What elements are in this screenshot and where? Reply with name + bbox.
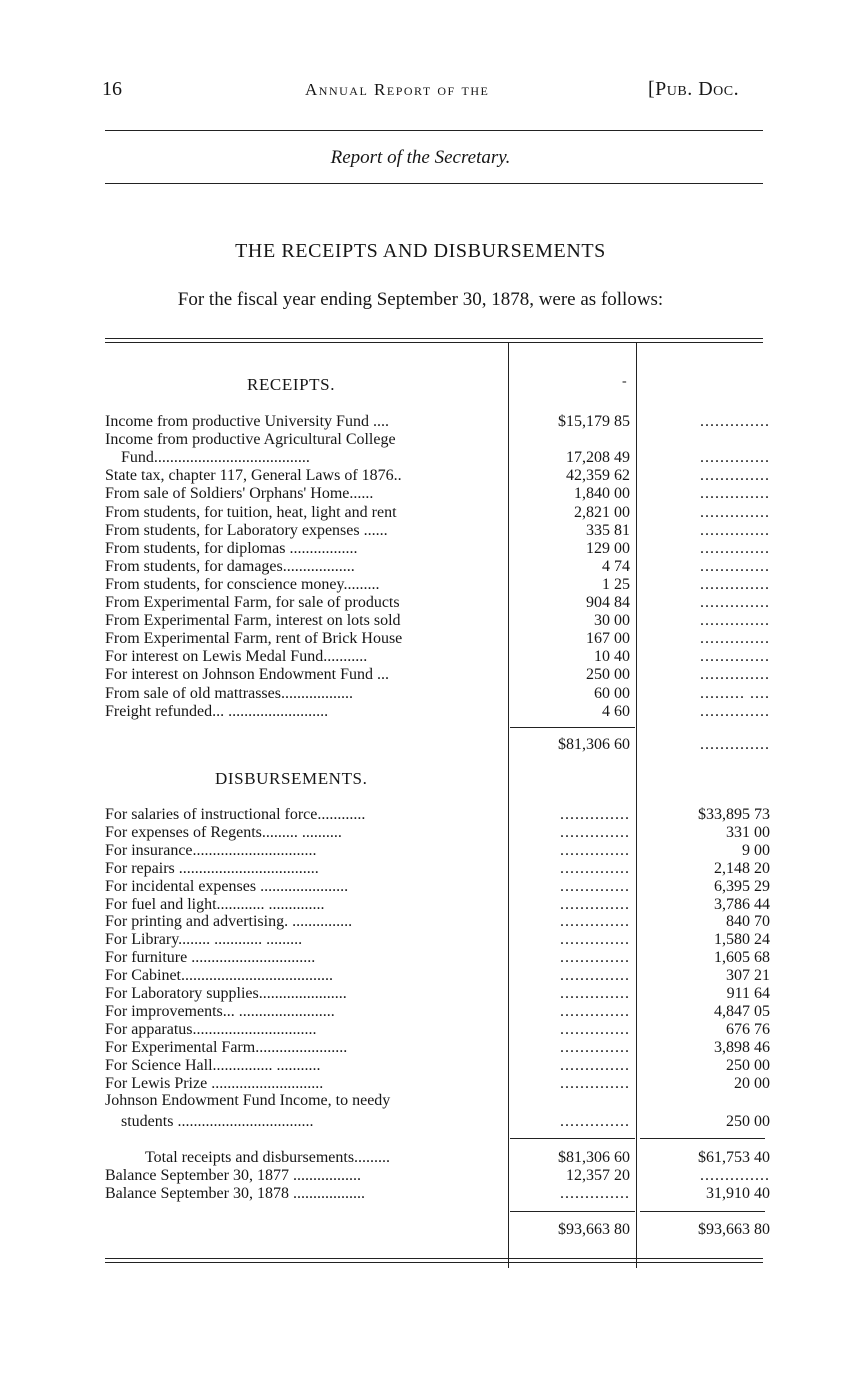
- disbursement-col2: 840 70: [726, 913, 770, 930]
- receipt-row: [105, 558, 770, 576]
- grand-total-row: [105, 1221, 770, 1239]
- receipt-row: [105, 449, 770, 467]
- receipt-label: From Experimental Farm, interest on lots sold: [105, 612, 401, 629]
- disbursement-row: [105, 860, 770, 878]
- receipt-col1: $15,179 85: [558, 413, 630, 430]
- disbursement-label: For Experimental Farm.......................: [105, 1039, 348, 1056]
- disbursement-col1: ..............: [560, 824, 630, 841]
- receipt-col1: 1,840 00: [574, 485, 630, 502]
- totals-row: [105, 1149, 770, 1167]
- totals-col2: 31,910 40: [706, 1185, 770, 1202]
- receipt-col1: 904 84: [586, 594, 630, 611]
- header-rule-top: [105, 130, 763, 131]
- receipt-col2: ......... ....: [700, 685, 770, 702]
- receipt-col2: ..............: [700, 612, 770, 629]
- disbursement-row: [105, 1092, 770, 1110]
- disbursement-col1: ..............: [560, 1003, 630, 1020]
- disbursement-col2: 20 00: [734, 1075, 770, 1092]
- receipt-label: From Experimental Farm, rent of Brick House: [105, 630, 403, 647]
- receipt-label: From Experimental Farm, for sale of products: [105, 594, 400, 611]
- disbursement-col1: ..............: [560, 896, 630, 913]
- disbursement-row: [105, 1057, 770, 1075]
- receipt-label: Income from productive University Fund ....: [105, 413, 389, 430]
- receipt-col1: 17,208 49: [566, 449, 630, 466]
- receipt-label: From students, for conscience money.........: [105, 576, 380, 593]
- receipt-col2: ..............: [700, 540, 770, 557]
- receipt-col2: ..............: [700, 594, 770, 611]
- totals-row: [105, 1167, 770, 1185]
- receipt-col2: ..............: [700, 467, 770, 484]
- disbursement-row: [105, 878, 770, 896]
- disbursement-col1: ..............: [560, 1057, 630, 1074]
- disbursement-label: Johnson Endowment Fund Income, to needy: [105, 1092, 391, 1109]
- receipt-row: [105, 576, 770, 594]
- totals-rule-col2: [640, 1138, 765, 1139]
- disbursement-label: For insurance...............................: [105, 842, 317, 859]
- disbursement-label: For fuel and light............ ..............: [105, 896, 325, 913]
- disbursement-col2: 250 00: [726, 1057, 770, 1074]
- receipt-col1: 167 00: [586, 630, 630, 647]
- disbursement-row: [105, 949, 770, 967]
- disbursement-row: [105, 1113, 770, 1131]
- disbursement-col1: ..............: [560, 949, 630, 966]
- totals-label: Balance September 30, 1877 .................: [105, 1167, 361, 1184]
- disbursement-col2: 331 00: [726, 824, 770, 841]
- receipt-col1: 250 00: [586, 666, 630, 683]
- totals-rule-col1: [510, 1138, 635, 1139]
- receipts-total-row: [105, 736, 770, 754]
- disbursement-label: For Laboratory supplies......................: [105, 985, 347, 1002]
- table-top-double-rule-2: [105, 342, 763, 343]
- disbursement-col2: 1,605 68: [714, 949, 770, 966]
- receipt-label: From sale of old mattrasses..................: [105, 685, 353, 702]
- receipt-label: For interest on Johnson Endowment Fund ...: [105, 666, 389, 683]
- disbursement-col1: ..............: [560, 1039, 630, 1056]
- receipt-col1: 4 74: [602, 558, 630, 575]
- disbursement-col1: ..............: [560, 967, 630, 984]
- disbursement-label: For improvements... ........................: [105, 1003, 335, 1020]
- receipt-row: [105, 648, 770, 666]
- receipt-row: [105, 540, 770, 558]
- receipt-row: [105, 467, 770, 485]
- totals-col1: ..............: [560, 1185, 630, 1202]
- totals-row: [105, 1185, 770, 1203]
- disbursement-col2: 4,847 05: [714, 1003, 770, 1020]
- receipt-row: [105, 666, 770, 684]
- receipt-col1: 4 60: [602, 703, 630, 720]
- disbursement-row: [105, 1021, 770, 1039]
- table-bottom-double-rule-2: [105, 1262, 763, 1263]
- disbursement-label: For expenses of Regents......... ..........: [105, 824, 342, 841]
- disbursement-label: For salaries of instructional force............: [105, 806, 366, 823]
- receipt-row: [105, 485, 770, 503]
- receipt-col1: 1 25: [602, 576, 630, 593]
- receipt-row: [105, 431, 770, 449]
- disbursement-col1: ..............: [560, 860, 630, 877]
- receipt-label: From sale of Soldiers' Orphans' Home......: [105, 485, 374, 502]
- disbursement-row: [105, 806, 770, 824]
- disbursement-col2: 3,786 44: [714, 896, 770, 913]
- disbursement-col2: 3,898 46: [714, 1039, 770, 1056]
- disbursement-label: For incidental expenses ......................: [105, 878, 349, 895]
- disbursement-label: For apparatus...............................: [105, 1021, 317, 1038]
- receipt-label: Fund.......................................: [121, 449, 310, 466]
- totals-col1: 12,357 20: [566, 1167, 630, 1184]
- disbursement-label: For furniture ...............................: [105, 949, 316, 966]
- section-title: Report of the Secretary.: [330, 147, 511, 168]
- disbursement-col1: ..............: [560, 878, 630, 895]
- receipt-label: From students, for Laboratory expenses ......: [105, 522, 388, 539]
- totals-label: Total receipts and disbursements.........: [145, 1149, 391, 1166]
- receipt-col2: ..............: [700, 666, 770, 683]
- disbursement-row: [105, 1039, 770, 1057]
- disbursement-row: [105, 1003, 770, 1021]
- disbursement-row: [105, 842, 770, 860]
- disbursement-label: For repairs ...................................: [105, 860, 319, 877]
- receipts-heading: RECEIPTS.: [247, 375, 336, 394]
- receipt-row: [105, 630, 770, 648]
- grand-total-col2: $93,663 80: [698, 1221, 770, 1238]
- disbursement-label: For printing and advertising. ...............: [105, 913, 353, 930]
- receipt-label: From students, for diplomas .................: [105, 540, 358, 557]
- disbursement-col2: 1,580 24: [714, 931, 770, 948]
- disbursement-row: [105, 913, 770, 931]
- disbursement-col1: ..............: [560, 1075, 630, 1092]
- totals-col2: ..............: [700, 1167, 770, 1184]
- disbursement-col2: 676 76: [726, 1021, 770, 1038]
- receipt-row: [105, 703, 770, 721]
- disbursement-label: For Lewis Prize ............................: [105, 1075, 324, 1092]
- disbursement-col1: ..............: [560, 985, 630, 1002]
- disbursement-col2: 2,148 20: [714, 860, 770, 877]
- receipt-col2: ..............: [700, 558, 770, 575]
- receipt-row: [105, 612, 770, 630]
- receipt-row: [105, 685, 770, 703]
- running-title: Annual Report of the: [305, 80, 490, 99]
- disbursements-heading: DISBURSEMENTS.: [215, 769, 368, 788]
- receipt-col2: ..............: [700, 413, 770, 430]
- disbursement-row: [105, 896, 770, 914]
- receipt-row: [105, 594, 770, 612]
- table-top-double-rule-1: [105, 338, 763, 339]
- grand-total-rule-col1: [510, 1211, 635, 1212]
- disbursement-col2: 250 00: [726, 1113, 770, 1130]
- totals-col2: $61,753 40: [698, 1149, 770, 1166]
- receipt-col1: 10 40: [594, 648, 630, 665]
- receipt-col2: ..............: [700, 504, 770, 521]
- disbursement-row: [105, 1075, 770, 1093]
- receipt-col2: ..............: [700, 449, 770, 466]
- disbursement-label: For Library........ ............ .........: [105, 931, 303, 948]
- totals-col1: $81,306 60: [558, 1149, 630, 1166]
- disbursement-col1: ..............: [560, 913, 630, 930]
- receipts-total-rule: [510, 727, 635, 728]
- receipt-col1: 30 00: [594, 612, 630, 629]
- receipt-col1: 42,359 62: [566, 467, 630, 484]
- receipt-col2: ..............: [700, 630, 770, 647]
- disbursement-label: For Science Hall............... ...........: [105, 1057, 321, 1074]
- receipts-total-col2: ..............: [700, 736, 770, 753]
- disbursement-col1: ..............: [560, 806, 630, 823]
- grand-total-col1: $93,663 80: [558, 1221, 630, 1238]
- receipt-col2: ..............: [700, 576, 770, 593]
- disbursement-col1: ..............: [560, 842, 630, 859]
- grand-total-rule-col2: [640, 1211, 765, 1212]
- disbursement-row: [105, 967, 770, 985]
- totals-label: Balance September 30, 1878 ..................: [105, 1185, 365, 1202]
- receipt-col2: ..............: [700, 485, 770, 502]
- document-title: THE RECEIPTS AND DISBURSEMENTS: [235, 240, 606, 262]
- receipt-row: [105, 413, 770, 431]
- disbursement-col2: 307 21: [726, 967, 770, 984]
- receipt-label: For interest on Lewis Medal Fund...........: [105, 648, 368, 665]
- receipt-row: [105, 522, 770, 540]
- disbursement-label: students ..................................: [121, 1113, 314, 1130]
- receipt-col1: 335 81: [586, 522, 630, 539]
- page-number: 16: [102, 78, 122, 100]
- disbursement-col2: 6,395 29: [714, 878, 770, 895]
- disbursement-col1: ..............: [560, 1113, 630, 1130]
- receipt-col2: ..............: [700, 522, 770, 539]
- disbursement-col2: 911 64: [726, 985, 770, 1002]
- disbursement-label: For Cabinet......................................: [105, 967, 333, 984]
- receipt-col1: 60 00: [594, 685, 630, 702]
- disbursement-row: [105, 824, 770, 842]
- receipt-label: From students, for tuition, heat, light and rent: [105, 504, 397, 521]
- receipt-label: State tax, chapter 117, General Laws of 1876..: [105, 467, 402, 484]
- receipt-label: Income from productive Agricultural College: [105, 431, 396, 448]
- disbursement-row: [105, 931, 770, 949]
- receipt-label: Freight refunded... .........................: [105, 703, 329, 720]
- table-bottom-double-rule-1: [105, 1258, 763, 1259]
- disbursement-row: [105, 985, 770, 1003]
- disbursement-col2: $33,895 73: [698, 806, 770, 823]
- receipt-col2: ..............: [700, 703, 770, 720]
- receipt-row: [105, 504, 770, 522]
- receipts-column-marker: -: [622, 374, 627, 389]
- receipts-total: $81,306 60: [558, 736, 630, 753]
- receipt-col2: ..............: [700, 648, 770, 665]
- disbursement-col1: ..............: [560, 1021, 630, 1038]
- receipt-col1: 2,821 00: [574, 504, 630, 521]
- receipt-col1: 129 00: [586, 540, 630, 557]
- receipt-label: From students, for damages..................: [105, 558, 355, 575]
- disbursement-col1: ..............: [560, 931, 630, 948]
- header-rule-bottom: [105, 183, 763, 184]
- document-subtitle: For the fiscal year ending September 30, 1878, were as follows:: [177, 289, 664, 310]
- disbursement-col2: 9 00: [742, 842, 770, 859]
- pub-doc-label: [Pub. Doc.: [648, 78, 740, 100]
